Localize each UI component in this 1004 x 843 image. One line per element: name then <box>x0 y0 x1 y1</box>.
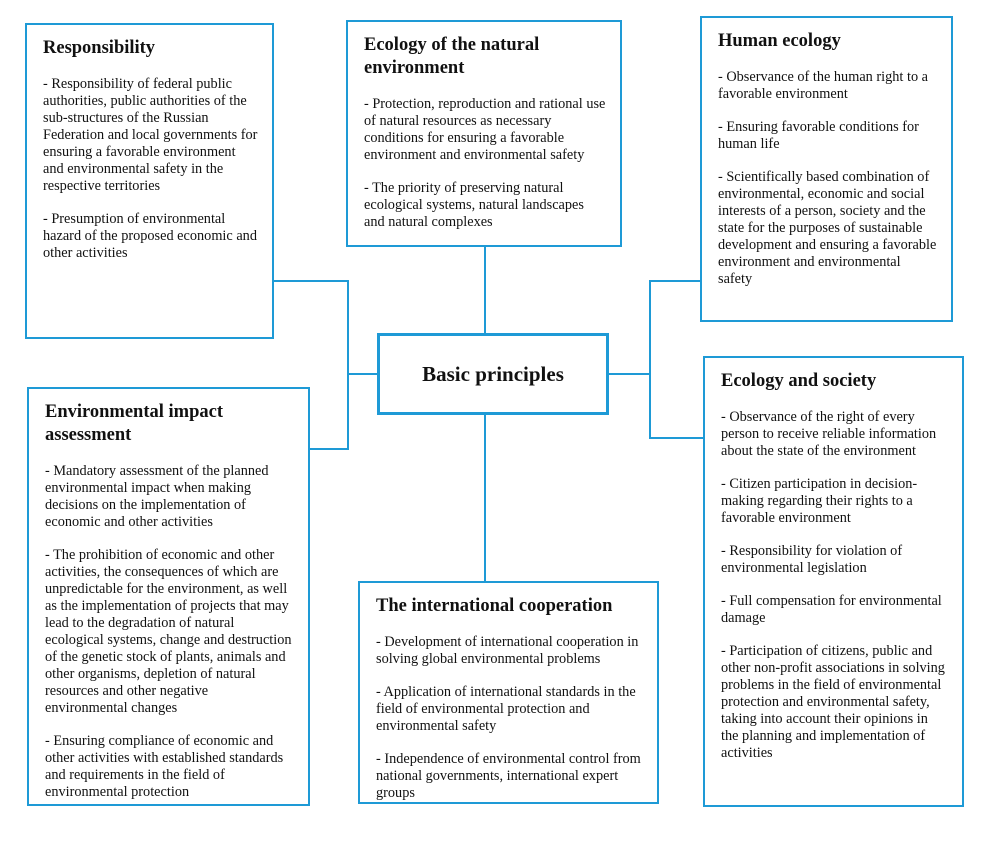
human-ecology-title: Human ecology <box>718 31 841 51</box>
natural-environment-item: - The priority of preserving natural ecological systems, natural landscapes and natural complexes <box>364 180 584 230</box>
human-ecology-item: - Scientifically based combination of environmental, economic and social interests of a person, society and the state for the purposes of sustainable development and ensuring a favorable environment and environmental safety <box>718 169 937 287</box>
impact-assessment-item: - Mandatory assessment of the planned environmental impact when making decisions on the implementation of economic and other activities <box>45 463 269 530</box>
impact-assessment-item: - The prohibition of economic and other activities, the consequences of which are unpredictable for the environment, as well as the implementation of projects that may lead to the degradation of natural ecological systems, change and destruction of the genetic stock of plants, animals and other organisms, depletion of natural resources and other negative environmental changes <box>45 547 292 716</box>
connector-right-bracket <box>650 281 704 438</box>
responsibility-item: - Presumption of environmental hazard of the proposed economic and other activities <box>43 211 257 261</box>
ecology-society-item: - Full compensation for environmental damage <box>721 593 942 626</box>
human-ecology-box <box>700 16 953 322</box>
natural-environment-item: - Protection, reproduction and rational use of natural resources as necessary conditions for ensuring a favorable environment and environmental safety <box>364 96 606 163</box>
impact-assessment-box <box>27 387 310 806</box>
impact-assessment-title: Environmental impact assessment <box>45 402 223 445</box>
ecology-society-item: - Responsibility for violation of environmental legislation <box>721 543 903 576</box>
international-cooperation-item: - Application of international standards in the field of environmental protection and environmental safety <box>376 684 636 734</box>
ecology-society-item: - Citizen participation in decision-making regarding their rights to a favorable environment <box>721 476 918 526</box>
basic-principles-node <box>377 333 609 415</box>
responsibility-box <box>25 23 274 339</box>
international-cooperation-item: - Independence of environmental control from national governments, international expert groups <box>376 751 641 801</box>
international-cooperation-item: - Development of international cooperation in solving global environmental problems <box>376 634 639 667</box>
natural-environment-title: Ecology of the natural environment <box>364 35 540 78</box>
ecology-society-item: - Participation of citizens, public and other non-profit associations in solving problems in the field of environmental protection and environmental safety, taking into account their opinions in the planning and implementation of activities <box>721 643 945 761</box>
human-ecology-item: - Observance of the human right to a favorable environment <box>718 69 929 102</box>
international-cooperation-box <box>358 581 659 804</box>
international-cooperation-title: The international cooperation <box>376 596 613 616</box>
natural-environment-box <box>346 20 622 247</box>
basic-principles-title: Basic principles <box>422 361 564 386</box>
impact-assessment-item: - Ensuring compliance of economic and other activities with established standards and requirements in the field of environmental protection <box>45 733 284 800</box>
human-ecology-item: - Ensuring favorable conditions for human life <box>718 119 919 152</box>
ecology-society-item: - Observance of the right of every person to receive reliable information about the state of the environment <box>721 409 937 459</box>
ecology-society-title: Ecology and society <box>721 371 877 391</box>
ecology-society-box <box>703 356 964 807</box>
responsibility-item: - Responsibility of federal public authorities, public authorities of the sub-structures of the Russian Federation and local governments for ensuring a favorable environment and environmental safety in the respective territories <box>43 76 258 194</box>
responsibility-title: Responsibility <box>43 38 156 58</box>
